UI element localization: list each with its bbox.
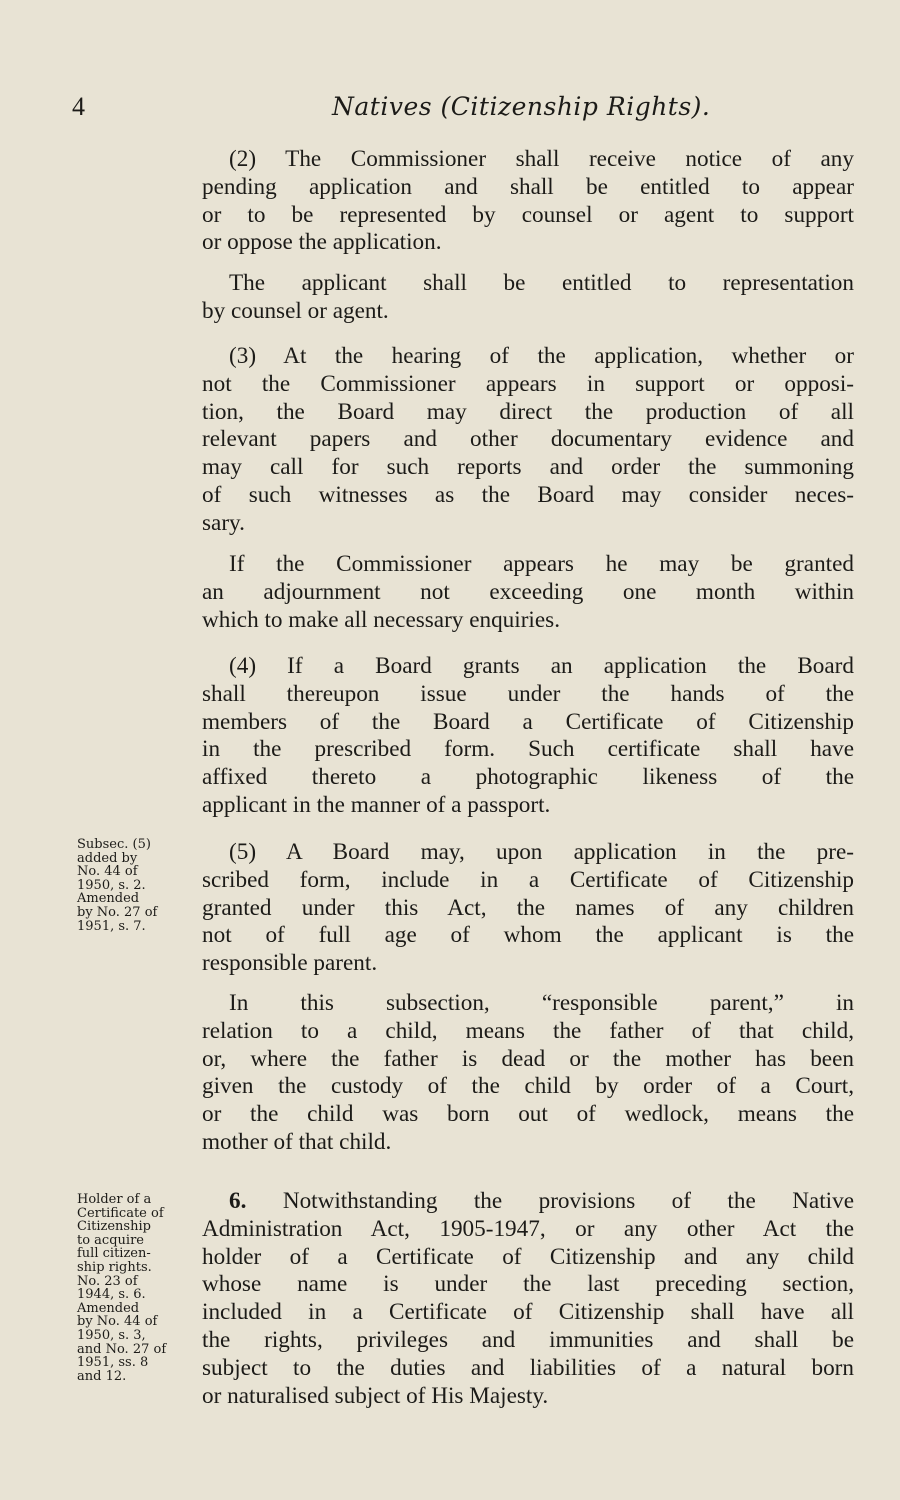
- marginal-note-line: by No. 44 of: [77, 1314, 158, 1330]
- marginal-note-line: Citizenship: [77, 1219, 151, 1235]
- paragraph-subsection-4: [202, 653, 854, 820]
- running-title: Natives (Citizenship Rights).: [332, 92, 711, 121]
- text-line: given the custody of the child by order of a Court,: [202, 1073, 854, 1100]
- text-line: (4) If a Board grants an application the Board: [229, 653, 854, 679]
- text-line: tion, the Board may direct the production of all: [202, 398, 854, 425]
- text-line: sary.: [202, 509, 245, 536]
- marginal-note-line: to acquire: [77, 1232, 144, 1248]
- marginal-note-line: 1950, s. 3,: [77, 1327, 146, 1343]
- section-number: 6.: [229, 1188, 247, 1214]
- text-line: (2) The Commissioner shall receive notice of any: [229, 146, 854, 172]
- marginal-note-line: 1944, s. 6.: [77, 1287, 146, 1303]
- text-line: members of the Board a Certificate of Citizenship: [202, 708, 854, 735]
- text-line: or oppose the application.: [202, 229, 442, 256]
- text-line: affixed thereto a photographic likeness of the: [202, 764, 854, 791]
- marginal-note-line: 1951, s. 7.: [77, 918, 146, 934]
- text-line: not the Commissioner appears in support or opposi-: [202, 370, 854, 397]
- text-line: of such witnesses as the Board may consider neces-: [202, 481, 854, 508]
- text-line: by counsel or agent.: [202, 297, 389, 324]
- paragraph-adjournment: [202, 551, 854, 634]
- marginal-note-line: 1950, s. 2.: [77, 877, 146, 893]
- text-line: Administration Act, 1905-1947, or any other Act the: [202, 1215, 854, 1242]
- text-line: or to be represented by counsel or agent to support: [202, 201, 854, 228]
- text-line: or naturalised subject of His Majesty.: [202, 1382, 549, 1409]
- marginal-note-line: full citizen-: [77, 1246, 151, 1262]
- marginal-note-subsec5: [77, 838, 187, 933]
- text-line: pending application and shall be entitled to appear: [202, 173, 854, 200]
- text-line: holder of a Certificate of Citizenship and any child: [202, 1243, 854, 1270]
- marginal-note-line: by No. 27 of: [77, 904, 158, 920]
- text-line: included in a Certificate of Citizenship shall have all: [202, 1299, 854, 1326]
- text-line: or, where the father is dead or the mother has been: [202, 1045, 854, 1072]
- text-line: not of full age of whom the applicant is the: [202, 922, 854, 949]
- marginal-note-line: and 12.: [77, 1368, 127, 1384]
- marginal-note-line: ship rights.: [77, 1259, 152, 1275]
- text-line: relation to a child, means the father of that child,: [202, 1017, 854, 1044]
- marginal-note-line: 1951, ss. 8: [77, 1355, 149, 1371]
- text-line: responsible parent.: [202, 950, 378, 977]
- text-line: subject to the duties and liabilities of a natural born: [202, 1354, 854, 1381]
- paragraph-subsection-3: [202, 343, 854, 538]
- paragraph-subsection-5: [202, 839, 854, 978]
- text-line: granted under this Act, the names of any children: [202, 894, 854, 921]
- text-line-content: Notwithstanding the provisions of the Native: [246, 1188, 854, 1214]
- marginal-note-line: and No. 27 of: [77, 1341, 167, 1357]
- paragraph-subsection-2: [202, 146, 854, 257]
- text-line: shall thereupon issue under the hands of the: [202, 680, 854, 707]
- text-line: (5) A Board may, upon application in the pre-: [229, 839, 854, 865]
- marginal-note-line: added by: [77, 850, 138, 866]
- text-line: in the prescribed form. Such certificate shall have: [202, 736, 854, 763]
- text-line: the rights, privileges and immunities and shall be: [202, 1326, 854, 1353]
- text-line: an adjournment not exceeding one month within: [202, 578, 854, 605]
- marginal-note-section6: [77, 1193, 187, 1383]
- text-line: scribed form, include in a Certificate of Citizenship: [202, 866, 854, 893]
- paragraph-representation: [202, 270, 854, 326]
- paragraph-section-6: [202, 1188, 854, 1410]
- marginal-note-line: Certificate of: [77, 1205, 164, 1221]
- text-line: In this subsection, “responsible parent,” in: [229, 990, 854, 1016]
- text-line: mother of that child.: [202, 1128, 392, 1155]
- text-line: applicant in the manner of a passport.: [202, 791, 551, 818]
- marginal-note-line: Amended: [77, 891, 140, 907]
- marginal-note-line: Holder of a: [77, 1192, 152, 1207]
- marginal-note-line: Subsec. (5): [77, 837, 151, 852]
- text-line: which to make all necessary enquiries.: [202, 606, 560, 633]
- paragraph-responsible-parent: [202, 990, 854, 1157]
- text-line: The applicant shall be entitled to representation: [229, 270, 854, 296]
- text-line: whose name is under the last preceding section,: [202, 1271, 854, 1298]
- page-number: 4: [72, 92, 85, 121]
- text-line: [202, 1188, 854, 1216]
- text-line: or the child was born out of wedlock, means the: [202, 1101, 854, 1128]
- text-line: may call for such reports and order the summoning: [202, 454, 854, 481]
- marginal-note-line: No. 23 of: [77, 1273, 138, 1289]
- text-line: relevant papers and other documentary evidence and: [202, 426, 854, 453]
- text-line: If the Commissioner appears he may be granted: [229, 551, 854, 577]
- marginal-note-line: Amended: [77, 1300, 140, 1316]
- marginal-note-line: No. 44 of: [77, 864, 138, 880]
- text-line: (3) At the hearing of the application, whether or: [229, 343, 854, 369]
